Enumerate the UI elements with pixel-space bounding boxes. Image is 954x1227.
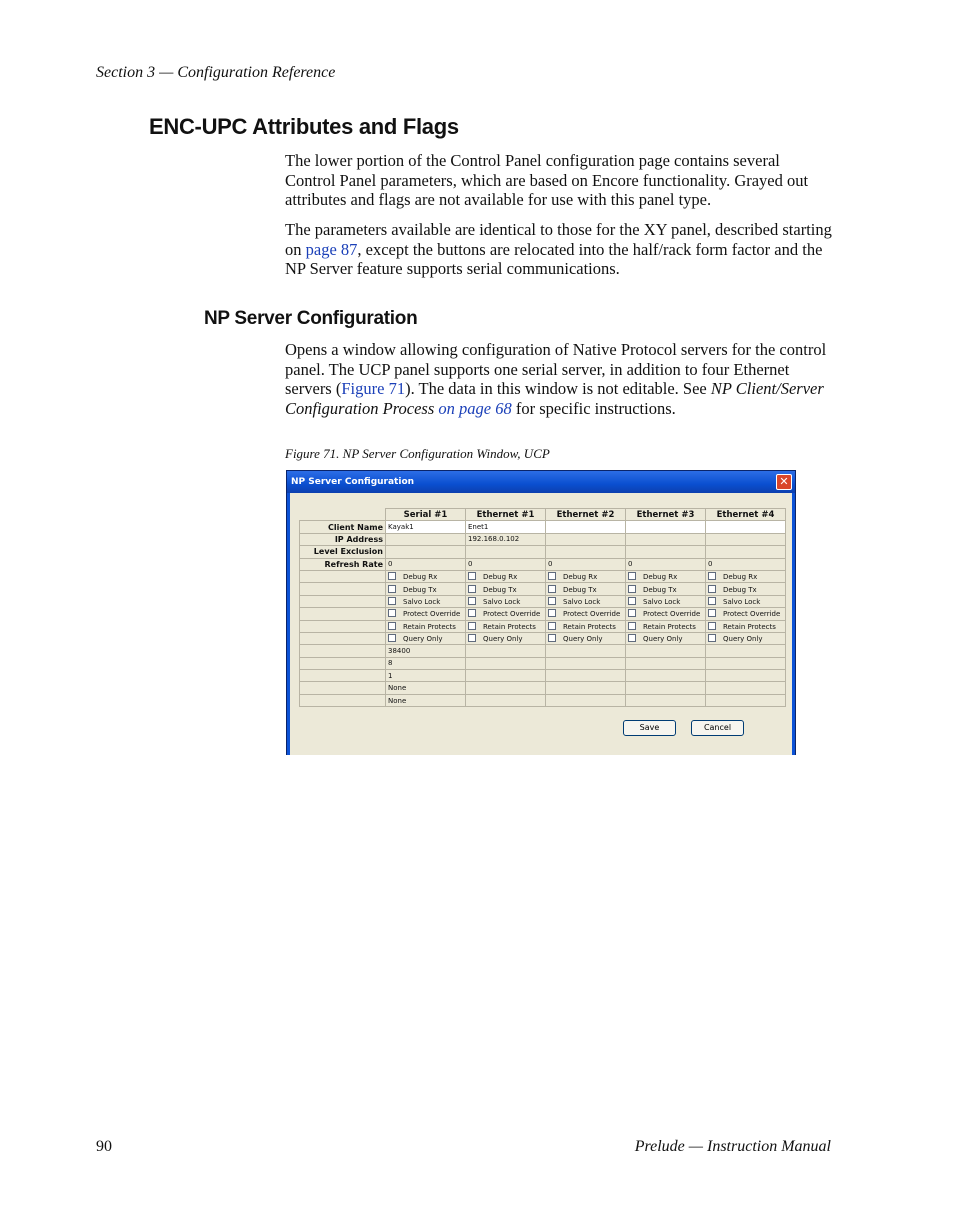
serial-setting-cell: None xyxy=(386,694,466,706)
flag-cell xyxy=(466,608,546,620)
checkbox-label: Protect Override xyxy=(483,610,541,619)
flag-cell xyxy=(466,570,546,582)
refresh-rate-cell: 0 xyxy=(706,558,786,570)
flag-cell xyxy=(626,620,706,632)
column-header: Ethernet #2 xyxy=(546,509,626,521)
checkbox-label: Retain Protects xyxy=(723,622,776,631)
checkbox-label: Salvo Lock xyxy=(483,597,521,606)
serial-setting-cell xyxy=(706,682,786,694)
flag-cell xyxy=(706,632,786,644)
row-refresh-rate xyxy=(300,558,786,570)
serial-setting-cell xyxy=(466,657,546,669)
flag-row xyxy=(300,632,786,644)
subsection-heading: NP Server Configuration xyxy=(204,308,418,329)
row-label: Client Name xyxy=(300,521,386,533)
manual-title: Prelude — Instruction Manual xyxy=(634,1138,831,1155)
checkbox[interactable] xyxy=(548,634,556,642)
checkbox[interactable] xyxy=(548,609,556,617)
serial-setting-cell xyxy=(706,645,786,657)
checkbox[interactable] xyxy=(548,622,556,630)
flag-row xyxy=(300,620,786,632)
refresh-rate-cell: 0 xyxy=(386,558,466,570)
row-label xyxy=(300,583,386,595)
level-exclusion-cell xyxy=(706,546,786,558)
flag-cell xyxy=(546,595,626,607)
column-header: Ethernet #4 xyxy=(706,509,786,521)
checkbox-label: Protect Override xyxy=(723,610,781,619)
window-right-border xyxy=(792,493,795,755)
level-exclusion-cell xyxy=(546,546,626,558)
checkbox[interactable] xyxy=(628,585,636,593)
row-label: Refresh Rate xyxy=(300,558,386,570)
checkbox[interactable] xyxy=(628,597,636,605)
flag-cell xyxy=(626,632,706,644)
level-exclusion-cell xyxy=(386,546,466,558)
serial-setting-cell: 8 xyxy=(386,657,466,669)
checkbox[interactable] xyxy=(708,622,716,630)
flag-cell xyxy=(706,595,786,607)
checkbox-label: Query Only xyxy=(723,635,763,644)
ip-address-cell xyxy=(626,533,706,545)
serial-setting-cell xyxy=(546,670,626,682)
serial-setting-cell xyxy=(706,657,786,669)
checkbox[interactable] xyxy=(548,585,556,593)
checkbox[interactable] xyxy=(628,634,636,642)
serial-setting-cell xyxy=(546,657,626,669)
checkbox-label: Salvo Lock xyxy=(563,597,601,606)
serial-setting-cell: 38400 xyxy=(386,645,466,657)
flag-cell xyxy=(466,583,546,595)
checkbox-label: Debug Rx xyxy=(483,573,518,582)
checkbox[interactable] xyxy=(708,597,716,605)
serial-setting-cell xyxy=(706,694,786,706)
serial-setting-cell xyxy=(466,682,546,694)
window-title: NP Server Configuration xyxy=(291,477,415,487)
checkbox-label: Debug Rx xyxy=(403,573,438,582)
checkbox-label: Salvo Lock xyxy=(643,597,681,606)
page-number: 90 xyxy=(96,1138,112,1155)
row-label xyxy=(300,620,386,632)
flag-row xyxy=(300,583,786,595)
checkbox[interactable] xyxy=(388,622,396,630)
serial-setting-cell xyxy=(546,682,626,694)
checkbox-label: Query Only xyxy=(643,635,683,644)
serial-setting-cell xyxy=(466,694,546,706)
serial-setting-cell xyxy=(706,670,786,682)
serial-setting-cell xyxy=(626,657,706,669)
serial-setting-cell xyxy=(626,670,706,682)
server-config-table xyxy=(299,508,786,707)
checkbox-label: Query Only xyxy=(563,635,603,644)
serial-setting-row xyxy=(300,694,786,706)
checkbox[interactable] xyxy=(628,572,636,580)
row-ip-address xyxy=(300,533,786,545)
intro-paragraph: The lower portion of the Control Panel configuration page contains several Control Panel parameters, which are based on Encore functionality. Grayed out attributes and flags are not available for use with this panel type. xyxy=(285,151,809,210)
ip-address-cell xyxy=(386,533,466,545)
section-header: Section 3 — Configuration Reference xyxy=(96,64,336,81)
row-label: IP Address xyxy=(300,533,386,545)
figure-caption: Figure 71. NP Server Configuration Window, UCP xyxy=(285,446,550,461)
client-name-cell: Kayak1 xyxy=(386,521,466,533)
checkbox-label: Retain Protects xyxy=(403,622,456,631)
flag-cell xyxy=(626,595,706,607)
flag-cell xyxy=(706,570,786,582)
refresh-rate-cell: 0 xyxy=(466,558,546,570)
flag-cell xyxy=(706,583,786,595)
serial-setting-row xyxy=(300,670,786,682)
checkbox[interactable] xyxy=(708,572,716,580)
checkbox[interactable] xyxy=(468,634,476,642)
checkbox-label: Salvo Lock xyxy=(403,597,441,606)
row-level-exclusion xyxy=(300,546,786,558)
checkbox[interactable] xyxy=(548,597,556,605)
ip-address-cell: 192.168.0.102 xyxy=(466,533,546,545)
column-header: Serial #1 xyxy=(386,509,466,521)
serial-setting-cell xyxy=(626,682,706,694)
serial-setting-cell: None xyxy=(386,682,466,694)
row-label xyxy=(300,632,386,644)
checkbox-label: Debug Tx xyxy=(723,585,757,594)
refresh-rate-cell: 0 xyxy=(546,558,626,570)
checkbox[interactable] xyxy=(388,572,396,580)
serial-setting-row xyxy=(300,657,786,669)
header-row xyxy=(300,509,786,521)
serial-setting-row xyxy=(300,682,786,694)
row-label xyxy=(300,694,386,706)
checkbox[interactable] xyxy=(388,585,396,593)
checkbox-label: Debug Rx xyxy=(723,573,758,582)
flag-cell xyxy=(466,620,546,632)
flag-cell xyxy=(626,583,706,595)
checkbox-label: Debug Tx xyxy=(403,585,437,594)
row-label: Level Exclusion xyxy=(300,546,386,558)
flag-cell xyxy=(386,620,466,632)
checkbox-label: Debug Rx xyxy=(563,573,598,582)
serial-setting-cell xyxy=(546,694,626,706)
client-name-cell: Enet1 xyxy=(466,521,546,533)
cancel-button[interactable]: Cancel xyxy=(691,720,744,736)
checkbox[interactable] xyxy=(468,572,476,580)
checkbox-label: Query Only xyxy=(483,635,523,644)
flag-cell xyxy=(546,583,626,595)
serial-setting-row xyxy=(300,645,786,657)
window-left-border xyxy=(287,493,290,755)
checkbox[interactable] xyxy=(468,585,476,593)
flag-cell xyxy=(706,620,786,632)
checkbox[interactable] xyxy=(628,609,636,617)
checkbox-label: Debug Tx xyxy=(563,585,597,594)
checkbox-label: Retain Protects xyxy=(643,622,696,631)
checkbox-label: Protect Override xyxy=(643,610,701,619)
np-server-paragraph: Opens a window allowing configuration of Native Protocol servers for the control panel. The UCP panel supports one serial server, in addition to four Ethernet servers (Figure 71). The data in this window is not editable. See NP Client/Server Configuration Process on page 68 for specific instructions. xyxy=(285,340,827,418)
checkbox[interactable] xyxy=(388,597,396,605)
flag-cell xyxy=(386,570,466,582)
flag-cell xyxy=(386,583,466,595)
np-server-window xyxy=(286,470,796,755)
checkbox-label: Retain Protects xyxy=(483,622,536,631)
row-label xyxy=(300,645,386,657)
level-exclusion-cell xyxy=(626,546,706,558)
row-label xyxy=(300,595,386,607)
figure-71-link[interactable]: Figure 71 xyxy=(341,379,406,399)
checkbox[interactable] xyxy=(468,622,476,630)
flag-cell xyxy=(386,595,466,607)
page-87-link[interactable]: page 87 xyxy=(305,239,358,259)
checkbox[interactable] xyxy=(548,572,556,580)
checkbox-label: Debug Tx xyxy=(643,585,677,594)
row-label xyxy=(300,608,386,620)
flag-cell xyxy=(546,570,626,582)
row-label xyxy=(300,657,386,669)
flag-cell xyxy=(466,595,546,607)
checkbox-label: Salvo Lock xyxy=(723,597,761,606)
row-label xyxy=(300,570,386,582)
level-exclusion-cell xyxy=(466,546,546,558)
flag-cell xyxy=(706,608,786,620)
checkbox[interactable] xyxy=(388,634,396,642)
flag-cell xyxy=(386,608,466,620)
checkbox[interactable] xyxy=(388,609,396,617)
row-client-name xyxy=(300,521,786,533)
serial-setting-cell xyxy=(466,645,546,657)
flag-cell xyxy=(546,620,626,632)
checkbox[interactable] xyxy=(468,609,476,617)
checkbox[interactable] xyxy=(708,609,716,617)
client-name-cell xyxy=(546,521,626,533)
serial-setting-cell xyxy=(626,645,706,657)
ip-address-cell xyxy=(706,533,786,545)
checkbox-label: Protect Override xyxy=(403,610,461,619)
column-header: Ethernet #1 xyxy=(466,509,546,521)
close-icon[interactable]: ✕ xyxy=(776,474,792,490)
flag-cell xyxy=(546,608,626,620)
flag-row xyxy=(300,595,786,607)
refresh-rate-cell: 0 xyxy=(626,558,706,570)
page-68-link[interactable]: on page 68 xyxy=(438,398,512,418)
checkbox-label: Debug Tx xyxy=(483,585,517,594)
checkbox-label: Protect Override xyxy=(563,610,621,619)
section-heading: ENC-UPC Attributes and Flags xyxy=(149,114,459,139)
checkbox[interactable] xyxy=(468,597,476,605)
serial-setting-cell xyxy=(466,670,546,682)
ip-address-cell xyxy=(546,533,626,545)
flag-row xyxy=(300,570,786,582)
flag-cell xyxy=(546,632,626,644)
checkbox[interactable] xyxy=(708,634,716,642)
checkbox-label: Debug Rx xyxy=(643,573,678,582)
client-name-cell xyxy=(626,521,706,533)
flag-cell xyxy=(386,632,466,644)
flag-cell xyxy=(626,608,706,620)
row-label xyxy=(300,682,386,694)
row-label xyxy=(300,670,386,682)
column-header: Ethernet #3 xyxy=(626,509,706,521)
window-titlebar xyxy=(287,471,795,493)
checkbox-label: Query Only xyxy=(403,635,443,644)
flag-cell xyxy=(626,570,706,582)
flag-cell xyxy=(466,632,546,644)
checkbox-label: Retain Protects xyxy=(563,622,616,631)
client-name-cell xyxy=(706,521,786,533)
checkbox[interactable] xyxy=(708,585,716,593)
corner-cell xyxy=(300,509,386,521)
parameters-paragraph: The parameters available are identical to those for the XY panel, described starting on page 87, except the buttons are relocated into the half/rack form factor and the NP Server feature supports serial communications. xyxy=(285,220,832,279)
serial-setting-cell xyxy=(626,694,706,706)
serial-setting-cell: 1 xyxy=(386,670,466,682)
save-button[interactable]: Save xyxy=(623,720,676,736)
serial-setting-cell xyxy=(546,645,626,657)
checkbox[interactable] xyxy=(628,622,636,630)
flag-row xyxy=(300,608,786,620)
